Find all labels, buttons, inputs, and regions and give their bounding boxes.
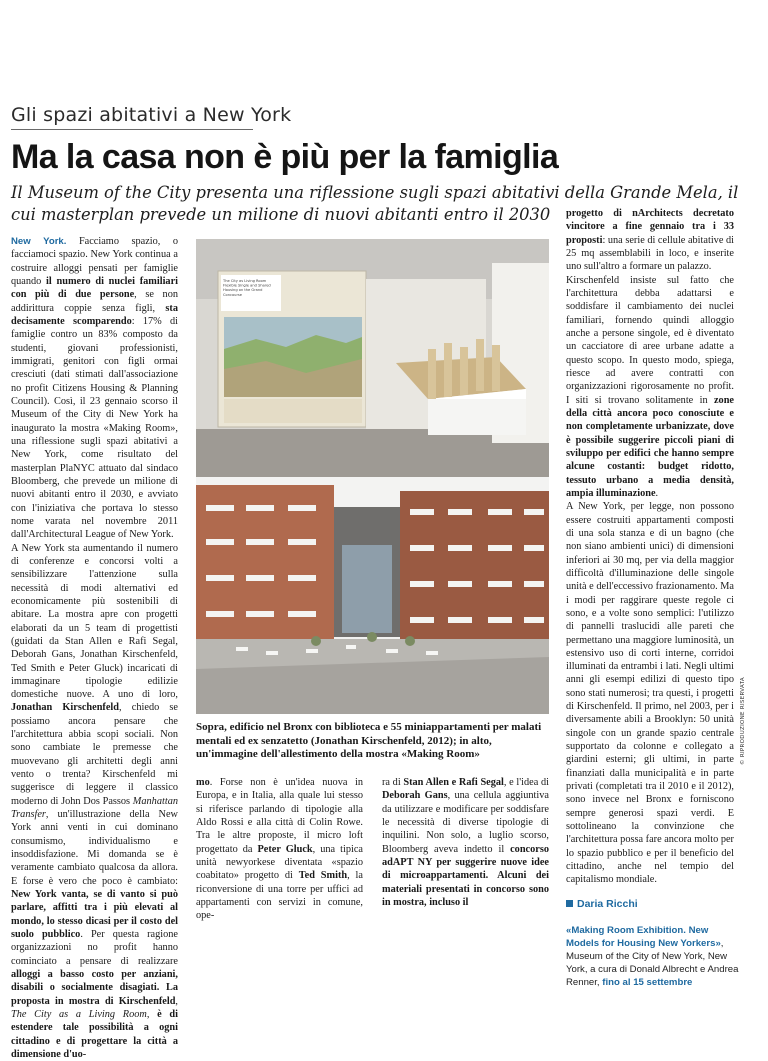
exhibition-and-building-photos [196,239,549,714]
text-run: fino al 15 settembre [602,977,693,988]
text-run: il numero di nuclei familiari con più di due persone [11,275,179,301]
copyright-notice [738,560,758,770]
photo-caption: Sopra, edificio nel Bronx con biblioteca e 55 miniappartamenti per malati mentali ed ex senzatetto (Jonathan Kirschenfeld, 2012); in alto, un'immagine dell'allestimento della mostra «Making Room» [196,721,542,760]
text-run: , [175,995,178,1007]
text-run: Jonathan Kirschenfeld [11,702,120,714]
text-run: Peter Gluck [257,843,313,855]
copyright-text: © RIPRODUZIONE RISERVATA [740,677,746,765]
text-run: , un'illustrazione della New York anni venti in cui dominano consumismo, individualismo e insoddisfazione. Mi domanda se è veramente cambiato qualcosa da allora. E forse è vero che poco è cambiato: [11,809,178,887]
article-column-1 [11,235,178,1061]
text-run: : una serie di cellule abitative di 25 mq assemblabili in loco, e inserite uno sull'altro a formare un palazzo. [566,234,734,273]
article-column-3 [382,776,549,909]
text-run: A New York, per legge, non possono essere costruiti appartamenti composti di una sola stanza e di un bagno (che non siano ambienti unici) di dimensioni inferiori ai 30 mq, per via della maggior difficoltà d'illuminazione delle singole unità e dell'eccessivo frazionamento. Ma i modi per raggirare queste regole ci sono, e a volte sono semplici: l'utilizzo di pannelli traslucidi alle pareti che permettano una maggiore luminosità, un estensivo uso di corti interne, corridoi illuminati da entrambi i lati. Negli ultimi anni gli esempi edilizi di questo tipo sono stati numerosi; tra questi, i progetti di Kirschenfeld. Il primo, nel 2003, per i diversamente abili a Brooklyn: 50 unità singole con un grande spazio centrale supportato da colonne e collegato a giardini esterni; gli ultimi, in parte finanziati dalla municipalità e in parte privati (completati tra il 2010 e il 2012), sono invece nel Bronx e forniscono sempre generosi spazi verdi. E sottolineano la convinzione che l'architettura possa fare ancora molto per lo spazio pubblico e per il beneficio del cittadino, anche nel tempio del capitalismo mondiale. [566,501,734,886]
text-run: , la riconversione di una torre per uffici ad appartamenti con servizi in comune, ope- [196,870,363,922]
text-run: , chiedo se possiamo ancora pensare che l'architettura abbia scopi sociali. Non sono cambiate le premesse che muovevano gli architetti degli anni vento o trenta? Kirschenfeld mi suggerisce di leggere il classico moderno di John Dos Passos [11,702,179,807]
exhibition-info-text [566,925,738,988]
col4-text [566,207,734,887]
section-rule [11,129,253,130]
text-run: Stan Allen e Rafi Segal [403,777,504,788]
panel-text-line: Concourse [223,292,242,297]
text-run: alloggi a basso costo per anziani, disabili o socialmente disagiati. La proposta in mostra di Kirschenfeld [11,969,178,1007]
text-run: , una tipica unità newyorkese diventata «spazio coabitato» progetto di [196,843,363,882]
panel-text-line: Flexible Single and Shared [223,283,271,288]
text-run: concorso adAPT NY per suggerire nuove idee di microappartamenti. Alcuni dei materiali presentati in concorso sono in mostra, incluso il [382,843,549,908]
text-run: , [146,1009,158,1021]
text-run: , una cellula aggiuntiva da utilizzare e modificare per soddisfare le necessità di diverse tipologie di inquilini. Non solo, a luglio scorso, Bloomberg aveva indetto il [382,790,549,855]
text-run: Manhattan Transfer [11,795,178,821]
author-byline [566,898,638,910]
col5-text [196,776,363,923]
headline: Ma la casa non è più per la famiglia [11,138,559,176]
text-run: Ted Smith [298,870,348,882]
section-title: Gli spazi abitativi a New York [11,104,292,126]
text-run: , se non addirittura coppie senza figli, [11,289,178,314]
text-run: ra di [382,777,404,788]
text-run: . [655,487,659,499]
text-run: , e l'idea di [503,777,549,788]
text-run: zone della città ancora poco conosciute e non completamente urbanizzate, dove è possibile suggerire piccoli piani di sviluppo per edifici che hanno sempre alcune costanti: budget ridotto, tessuto urbano a media densità, ampia illuminazione [566,394,734,499]
text-run: New York vanta, se di vanto si può parlare, affitti tra i più elevati al mondo, lo stesso dicasi per il costo del suolo pubblico [11,889,178,941]
text-run: , Museum of the City of New York, New York, a cura di Donald Albrecht e Andrea Renner, [566,938,739,988]
text-run: «Making Room Exhibition. New Models for Housing New Yorkers» [566,925,721,949]
text-run: Facciamo spazio, o facciamoci spazio. New York continua a costruire alloggi pensati per famiglie quando [11,236,179,287]
article-column-4 [566,207,734,887]
photo-collage [196,239,549,714]
subtitle: Il Museum of the City presenta una riflessione sugli spazi abitativi della Grande Mela, il cui masterplan prevede un milione di nuovi abitanti entro il 2030 [11,183,739,224]
text-run: : 17% di famiglie contro un 83% composto da studenti, giovani professionisti, immigrati, genitori con figli ormai cresciuti (dati stimati dall'associazione no profit Citizens Housing & Planning Council). Così, il 23 gennaio scorso il Museum of the City di New York ha inaugurato la mostra «Making Room», una riflessione sugli spazi abitativi a New York, come risultato del masterplan PlaNYC attuato dal sindaco Bloomberg, che prevede un milione di nuovi abitanti entro il 2030, e avviato con l'iniziativa che portava lo stesso nome varata nel novembre 2011 dall'Architectural League of New York. [11,315,178,541]
text-run: Deborah Gans [382,790,448,802]
dateline: New York. [11,236,67,247]
exhibition-info [566,924,742,989]
author-name: Daria Ricchi [577,898,638,910]
panel-text-line: Housing on the Grand [223,288,263,293]
text-run: . Per questa ragione organizzazioni no profit hanno cominciato a pensare di realizzare [11,929,178,967]
article-column-2 [196,776,363,923]
text-run: progetto di nArchitects decretato vincitore a fine gennaio tra i 33 proposti [566,208,734,246]
col1-text [11,236,178,1060]
text-run: mo [196,777,210,788]
text-run: A New York sta aumentando il numero di conferenze e concorsi volti a sensibilizzare l'attenzione sulla necessità di modi alternativi ed economicamente più sostenibili di abitare. La mostra apre con progetti elaborati da un 5 team di progettisti (guidati da Stan Allen e Rafi Segal, Deborah Gans, Jonathan Kirschenfeld, Ted Smith e Peter Gluck) incaricati di immaginare tipologie edilizie domestiche nuove. A uno di loro, [11,542,178,701]
text-run: sta decisamente scomparendo [11,302,178,327]
square-bullet-icon [566,900,573,907]
text-run: The City as a Living Room [11,1009,147,1021]
panel-text-line: The City as Living Room [223,279,267,283]
col6-text [382,776,549,909]
text-run: è di estendere tale possibilità a ogni cittadino e di progettare la città a dimensione d'uo- [11,1009,178,1061]
text-run: . Forse non è un'idea nuova in Europa, e in Italia, alla quale lui stesso si riferisce parlando di tipologie alla Aldo Rossi e alla città di Colin Rowe. Tra le altre proposte, il micro loft progettato da [196,777,363,855]
text-run: Kirschenfeld insiste sul fatto che l'architettura debba adattarsi e soddisfare il cambiamento dei nuclei familiari, fornendo quindi alloggio anche a persone singole, ed è diventato un cacciatore di aree urbane adatte a questo scopo. In questo modo, spiega, riesce ad avere contratti con organizzazioni rigorosamente no profit. I siti si trovano solitamente in [566,274,734,406]
